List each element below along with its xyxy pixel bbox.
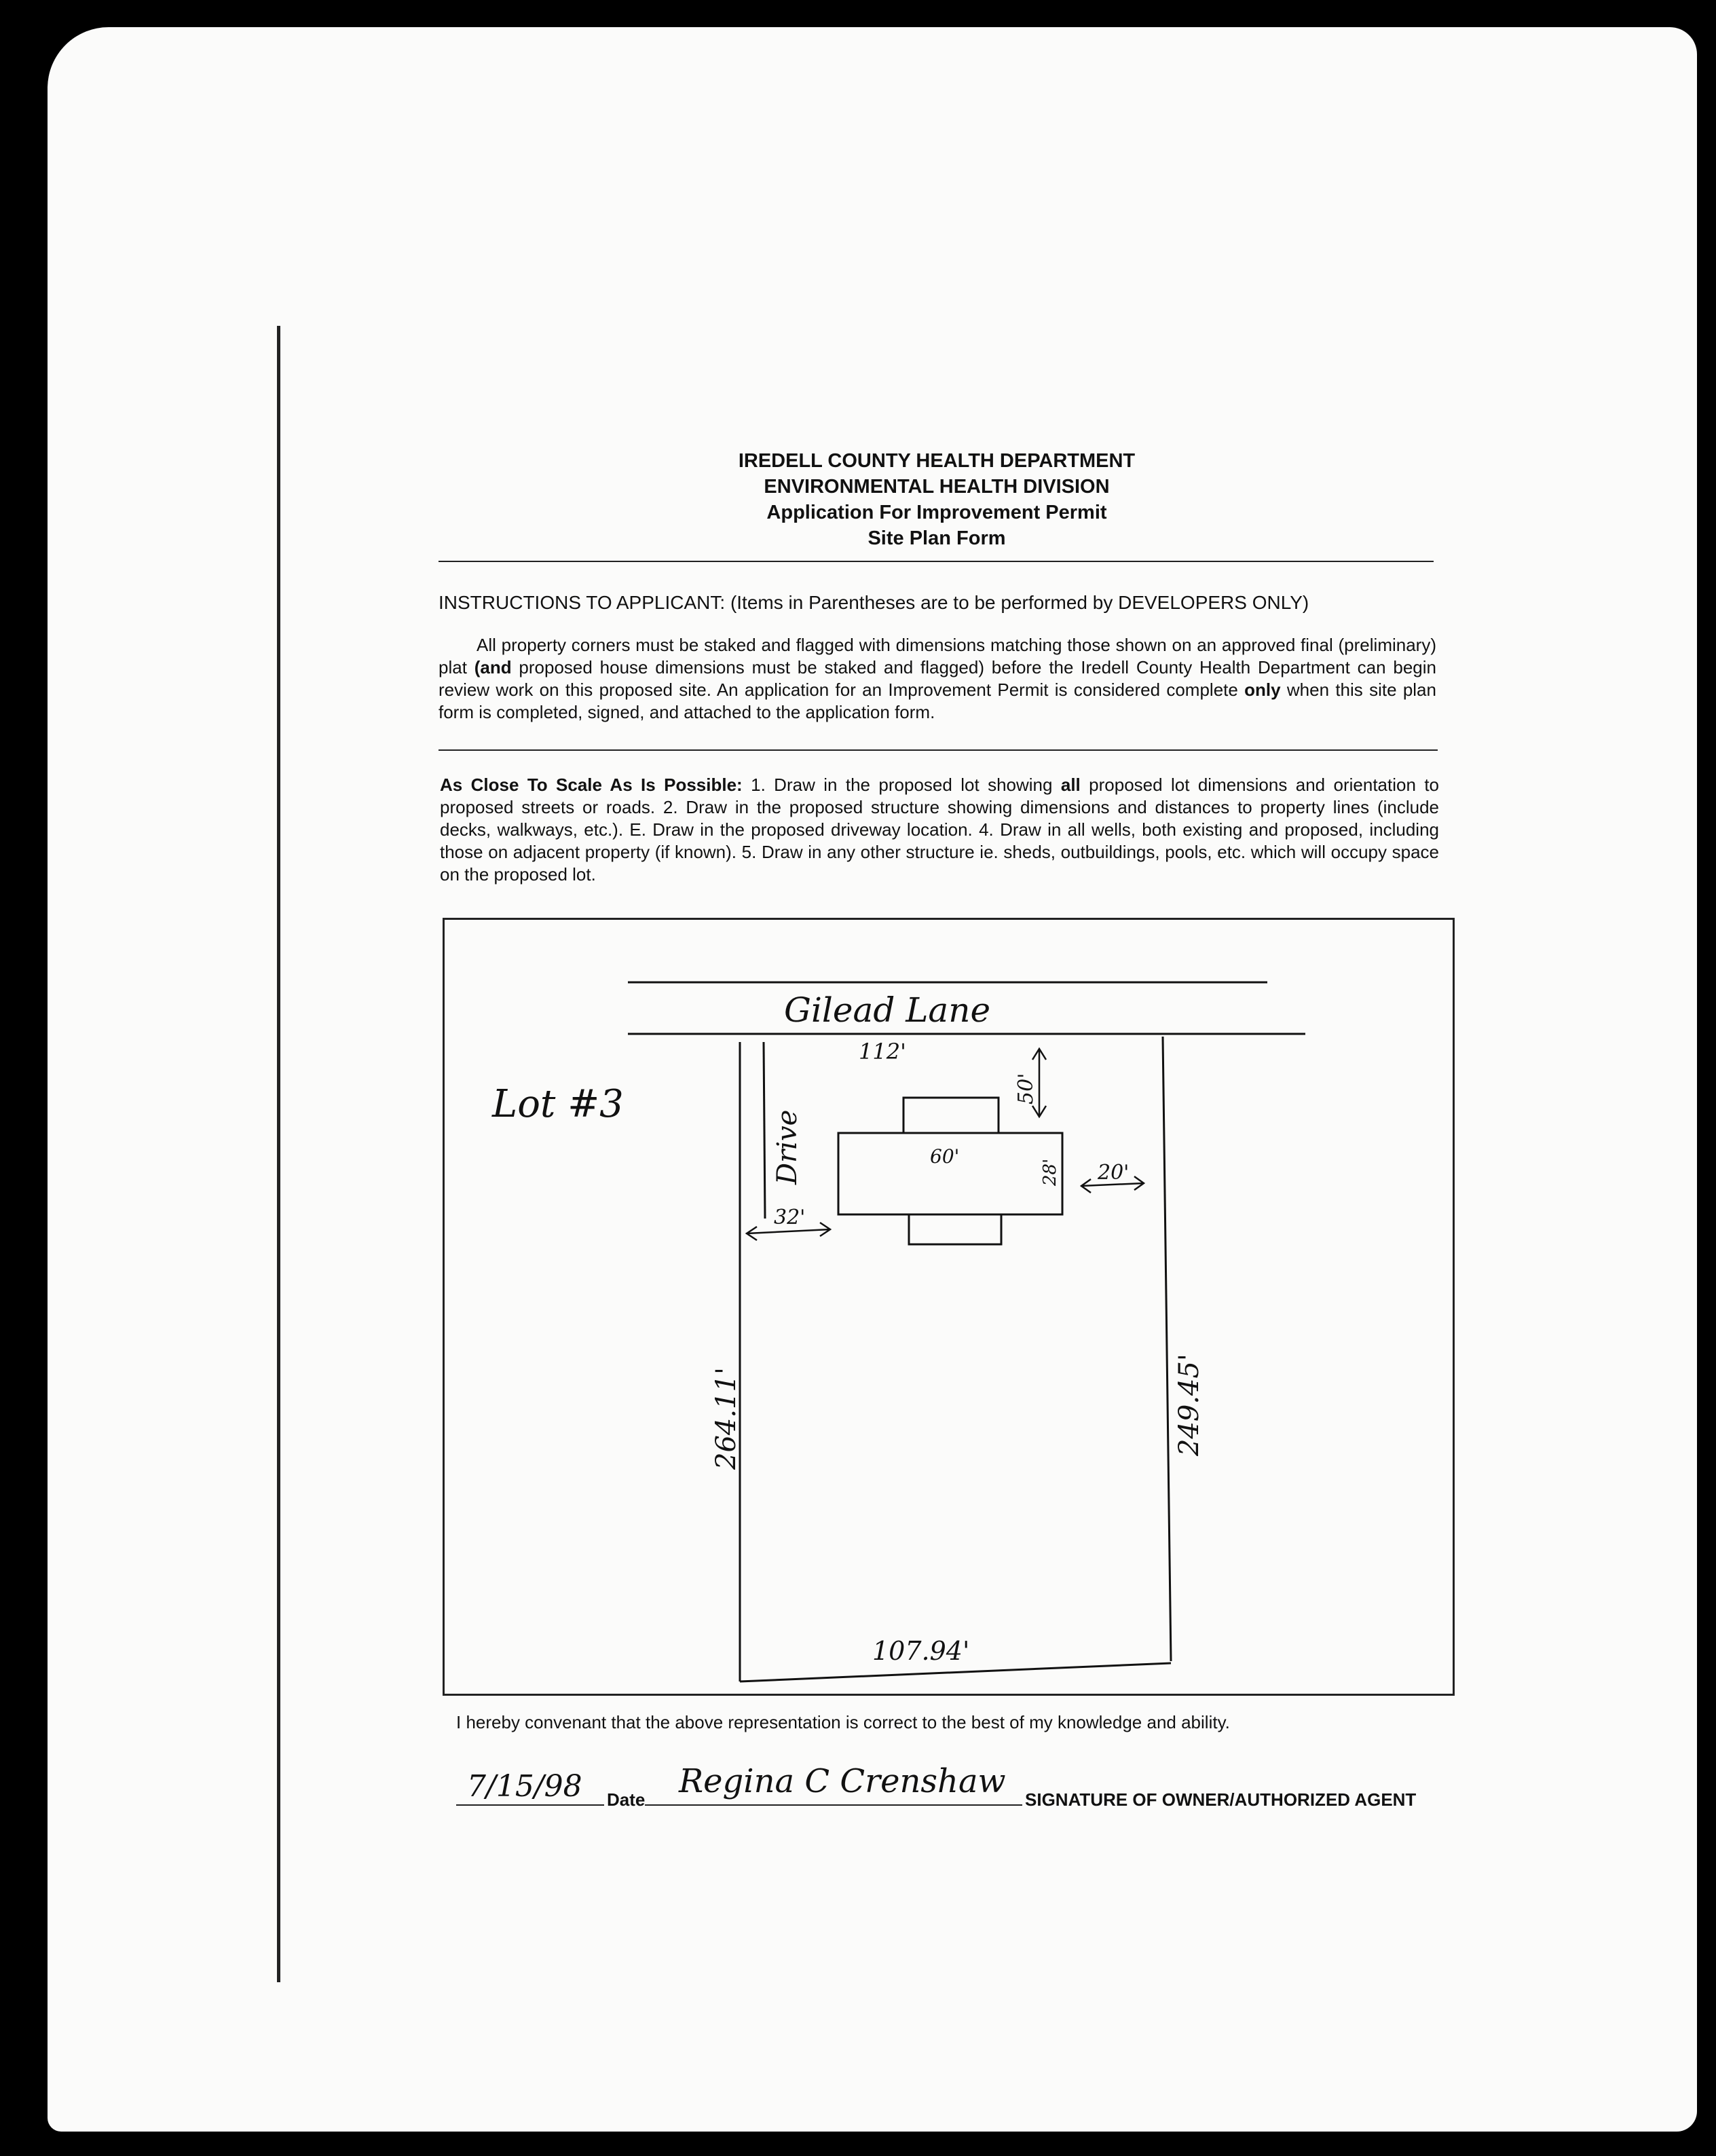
front-dimension: 112' <box>859 1039 906 1064</box>
house-rear-deck <box>909 1214 1001 1244</box>
form-header <box>434 448 1439 551</box>
scale-instructions: As Close To Scale As Is Possible: 1. Draw in the proposed lot showing all proposed lot dimensions and orientation to proposed streets or roads. 2. Draw in the proposed structure showing dimensions and distances to property lines (include decks, walkways, etc.). E. Draw in the proposed driveway location. 4. Draw in all wells, both existing and proposed, including those on adjacent property (if known). 5. Draw in any other structure ie. sheds, outbuildings, pools, etc. which will occupy space on the proposed lot. <box>440 775 1439 885</box>
signature-label: SIGNATURE OF OWNER/AUTHORIZED AGENT <box>1025 1789 1417 1810</box>
street-name: Gilead Lane <box>784 990 991 1030</box>
right-setback-dimension: 20' <box>1098 1161 1130 1185</box>
house-front-porch <box>903 1098 999 1133</box>
divider-top <box>439 561 1434 562</box>
header-department: IREDELL COUNTY HEALTH DEPARTMENT <box>738 450 1136 472</box>
date-value: 7/15/98 <box>467 1769 582 1804</box>
right-side-dimension: 249.45' <box>1174 1354 1205 1456</box>
front-setback-dimension: 50' <box>1014 1073 1038 1104</box>
header-application: Application For Improvement Permit <box>766 502 1107 523</box>
instructions-title: INSTRUCTIONS TO APPLICANT: (Items in Parentheses are to be performed by DEVELOPERS ONLY) <box>439 592 1309 613</box>
certification-statement: I hereby convenant that the above representation is correct to the best of my knowledge and ability. <box>456 1712 1230 1732</box>
header-form-title: Site Plan Form <box>868 527 1006 549</box>
date-underline <box>456 1804 604 1806</box>
date-label: Date <box>607 1789 646 1810</box>
signature-underline <box>645 1804 1022 1806</box>
site-plan-box <box>443 918 1455 1696</box>
instructions-paragraph: All property corners must be staked and flagged with dimensions matching those shown on an approved final (preliminary) plat (and proposed house dimensions must be staked and flagged) before the Iredell County Health Department can begin review work on this proposed site. An application for an Improvement Permit is considered complete only when this site plan form is completed, signed, and attached to the application form. <box>439 635 1436 722</box>
binding-margin-line <box>277 326 280 1982</box>
house-depth-dimension: 28' <box>1040 1158 1060 1186</box>
house-length-dimension: 60' <box>930 1145 960 1168</box>
lot-right-line <box>1163 1037 1171 1661</box>
lot-rear-line <box>740 1663 1171 1681</box>
divider-middle <box>439 749 1438 751</box>
rear-dimension: 107.94' <box>872 1636 970 1666</box>
left-setback-arrow <box>747 1229 830 1233</box>
driveway-line <box>764 1042 765 1219</box>
left-setback-dimension: 32' <box>774 1206 806 1229</box>
header-division: ENVIRONMENTAL HEALTH DIVISION <box>764 476 1110 498</box>
lot-number: Lot #3 <box>492 1082 624 1126</box>
left-side-dimension: 264.11' <box>711 1367 742 1470</box>
owner-signature: Regina C Crenshaw <box>679 1762 1006 1800</box>
site-plan-drawing <box>445 920 1453 1694</box>
driveway-label: Drive <box>772 1109 803 1185</box>
